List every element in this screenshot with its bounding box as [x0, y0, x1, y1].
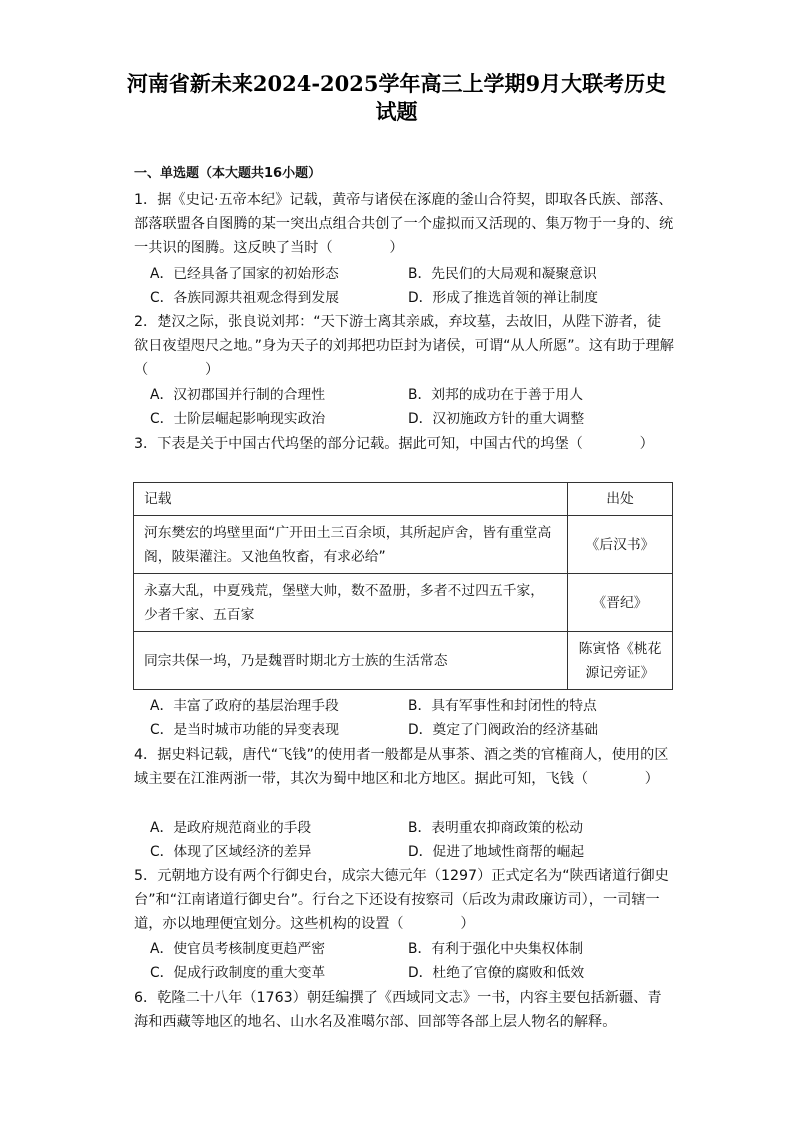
table-row: [134, 516, 673, 574]
question-stem: 2．楚汉之际，张良说刘邦：“天下游士离其亲戚，弃坟墓，去故旧，从陛下游者，徒欲日夜望咫尺之地。”身为天子的刘邦把功臣封为诸侯，可谓“从人所愿”。这有助于理解（ ）: [134, 314, 674, 378]
table-row: [134, 574, 673, 632]
page-title: 河南省新未来2024-2025学年高三上学期9月大联考历史试题: [126, 71, 667, 124]
section-heading: 一、单选题（本大题共16小题）: [134, 166, 322, 181]
option-b[interactable]: B．表明重农抑商政策的松动: [408, 820, 584, 836]
option-b[interactable]: B．先民们的大局观和凝聚意识: [408, 266, 597, 282]
table-header-source: 出处: [568, 483, 673, 516]
option-c[interactable]: C．各族同源共祖观念得到发展: [150, 290, 339, 306]
option-d[interactable]: D．杜绝了官僚的腐败和低效: [408, 965, 585, 981]
option-c[interactable]: C．是当时城市功能的异变表现: [150, 722, 339, 738]
table-cell-record: 河东樊宏的坞壁里面“广开田土三百余顷，其所起庐舍，皆有重堂高阁，陂渠灌注。又池鱼牧畜，有求必给”: [134, 516, 568, 574]
question-2: [134, 310, 674, 382]
table-cell-source: 陈寅恪《桃花源记旁证》: [568, 632, 673, 690]
option-d[interactable]: D．形成了推选首领的禅让制度: [408, 290, 598, 306]
option-d[interactable]: D．促进了地域性商帮的崛起: [408, 844, 585, 860]
option-a[interactable]: A．丰富了政府的基层治理手段: [150, 698, 339, 714]
question-stem: 6．乾隆二十八年（1763）朝廷编撰了《西域同文志》一书，内容主要包括新疆、青海和西藏等地区的地名、山水名及准噶尔部、回部等各部上层人物名的解释。: [134, 990, 662, 1030]
option-b[interactable]: B．刘邦的成功在于善于用人: [408, 387, 584, 403]
option-a[interactable]: A．是政府规范商业的手段: [150, 820, 312, 836]
question-stem: 1．据《史记·五帝本纪》记载，黄帝与诸侯在涿鹿的釜山合符契，即取各氏族、部落、部落联盟各自图腾的某一突出点组合共创了一个虚拟而又活现的、集万物于一身的、统一共识的图腾。这反映了当时（ ）: [134, 192, 674, 256]
question-5: [134, 864, 674, 936]
option-d[interactable]: D．汉初施政方针的重大调整: [408, 411, 585, 427]
question-6: [134, 986, 674, 1034]
table-cell-source: 《晋纪》: [568, 574, 673, 632]
question-1: [134, 188, 674, 260]
option-a[interactable]: A．已经具备了国家的初始形态: [150, 266, 339, 282]
question-4-options: [150, 816, 670, 864]
option-b[interactable]: B．具有军事性和封闭性的特点: [408, 698, 597, 714]
question-1-options: [150, 262, 670, 310]
question-2-options: [150, 383, 670, 431]
table-header-record: 记载: [134, 483, 568, 516]
records-table: [133, 482, 673, 690]
question-stem: 5．元朝地方设有两个行御史台，成宗大德元年（1297）正式定名为“陕西诸道行御史台”和“江南诸道行御史台”。行台之下还设有按察司（后改为肃政廉访司），一司辖一道，亦以地理便宜划分。这些机构的设置（ ）: [134, 868, 669, 932]
table-header-row: [134, 483, 673, 516]
option-b[interactable]: B．有利于强化中央集权体制: [408, 941, 584, 957]
option-d[interactable]: D．奠定了门阀政治的经济基础: [408, 722, 598, 738]
option-c[interactable]: C．体现了区域经济的差异: [150, 844, 312, 860]
table-row: [134, 632, 673, 690]
table-cell-record: 永嘉大乱，中夏残荒，堡壁大帅，数不盈册，多者不过四五千家，少者千家、五百家: [134, 574, 568, 632]
question-stem: 4．据史料记载，唐代“飞钱”的使用者一般都是从事茶、酒之类的官榷商人，使用的区域主要在江淮两浙一带，其次为蜀中地区和北方地区。据此可知，飞钱（ ）: [134, 747, 669, 787]
question-3-options: [150, 694, 670, 742]
question-4: [134, 743, 674, 791]
option-a[interactable]: A．汉初郡国并行制的合理性: [150, 387, 325, 403]
question-3: [134, 432, 674, 456]
option-c[interactable]: C．士阶层崛起影响现实政治: [150, 411, 326, 427]
table-cell-source: 《后汉书》: [568, 516, 673, 574]
option-c[interactable]: C．促成行政制度的重大变革: [150, 965, 326, 981]
question-stem: 3．下表是关于中国古代坞堡的部分记载。据此可知，中国古代的坞堡（ ）: [134, 436, 654, 452]
question-5-options: [150, 937, 670, 985]
table-cell-record: 同宗共保一坞，乃是魏晋时期北方士族的生活常态: [134, 632, 568, 690]
option-a[interactable]: A．使官员考核制度更趋严密: [150, 941, 325, 957]
